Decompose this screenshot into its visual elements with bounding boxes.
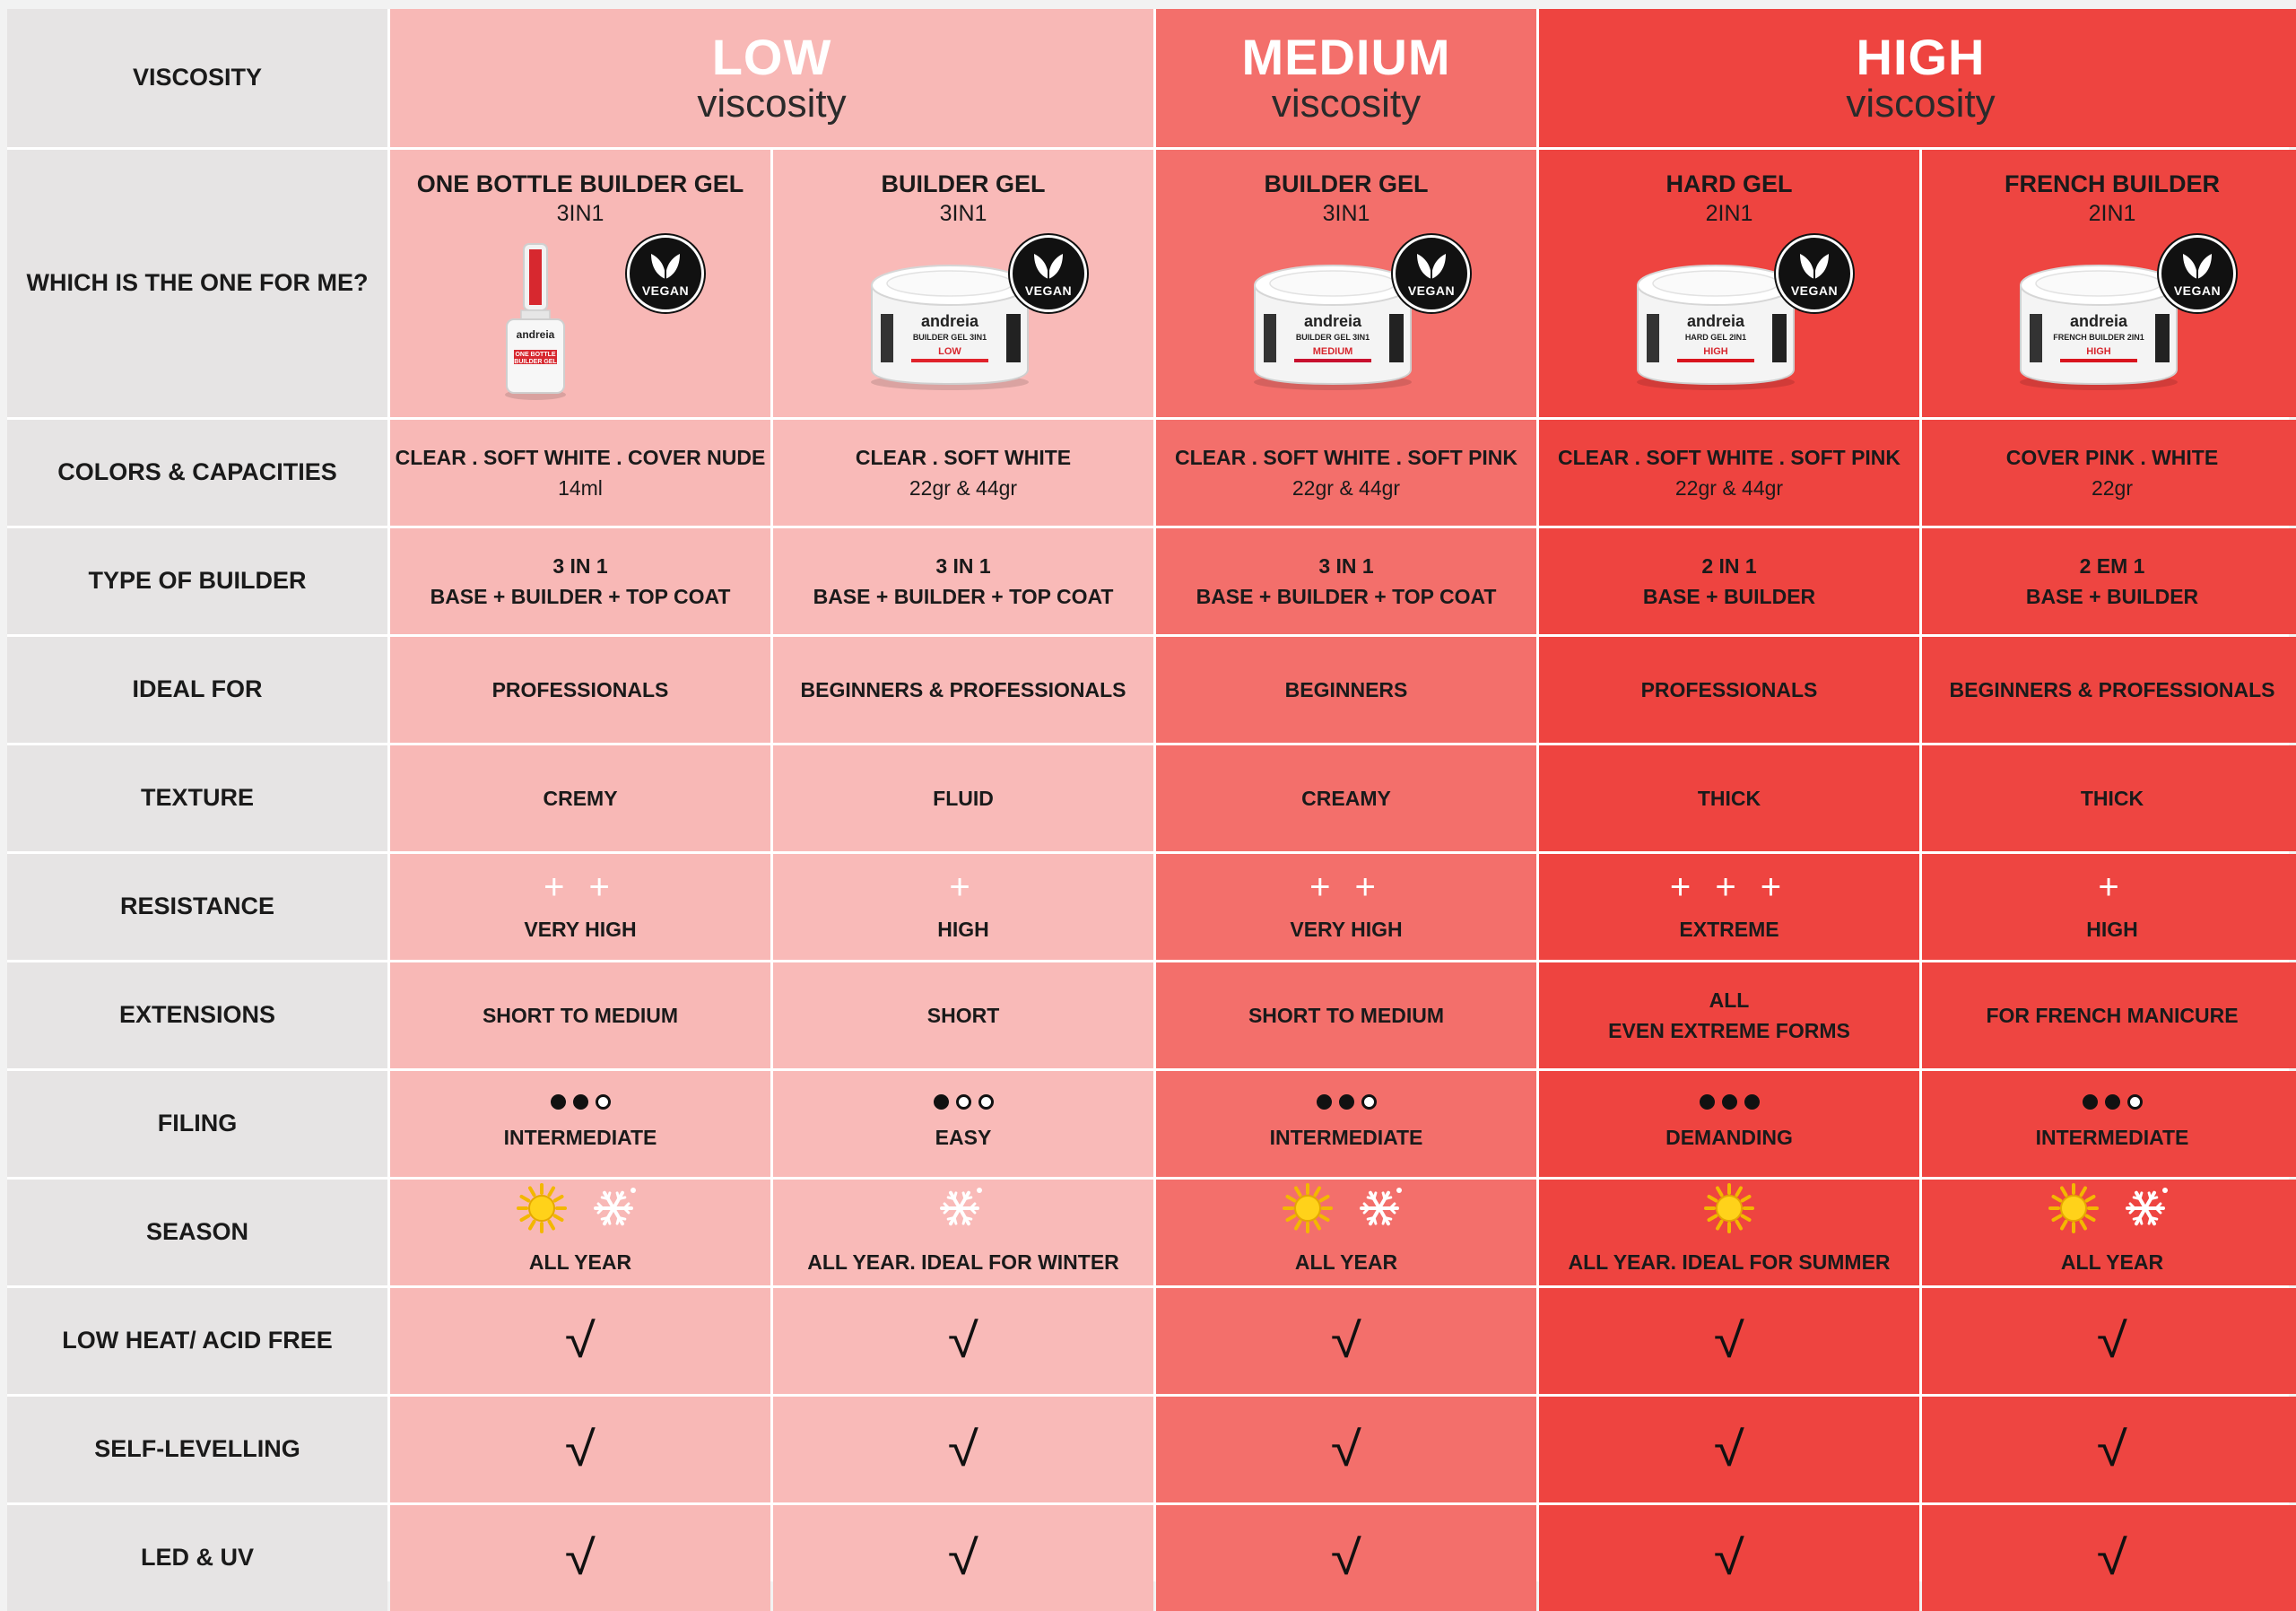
product-image-label: BUILDER GEL 3IN1 [912,333,987,343]
row-label-ideal-for: IDEAL FOR [7,637,387,743]
cell-value: ALL [1709,988,1750,1012]
filled-dot-icon [1339,1094,1354,1110]
cell-value: PROFESSIONALS [491,677,669,701]
product-image-level: HIGH [1703,346,1728,358]
filled-dot-icon [934,1094,949,1110]
checkmark-icon: √ [2096,1531,2128,1585]
leaf-icon [646,250,685,285]
resistance-marks: + + [1309,866,1383,907]
cell-value: CLEAR . SOFT WHITE . SOFT PINK [1557,445,1901,469]
checkmark-icon: √ [1713,1314,1745,1368]
product-card [1922,150,2296,417]
resistance-cell [390,854,770,960]
cell-value: COVER PINK . WHITE [2005,445,2219,469]
type-of-builder-cell [1539,528,1919,634]
cell-value: 3 IN 1 [552,553,608,578]
product-image-label: ONE BOTTLE BUILDER GEL [514,352,557,366]
filing-dots [1700,1094,1760,1110]
checkmark-icon: √ [1330,1423,1362,1476]
led-uv-cell [1156,1505,1536,1611]
row-label-colors-capacities: COLORS & CAPACITIES [7,420,387,526]
resistance-cell [773,854,1153,960]
cell-value: ALL YEAR. IDEAL FOR WINTER [807,1250,1119,1274]
self-levelling-cell [1922,1397,2296,1502]
resistance-marks: + + + [1669,866,1789,907]
product-image [1230,240,1463,402]
colors-capacities-cell [1539,420,1919,526]
leaf-icon [1412,250,1451,285]
vegan-badge [2159,235,2236,312]
cell-value: CLEAR . SOFT WHITE [855,445,1072,469]
product-image [464,240,697,402]
cell-value: ALL YEAR. IDEAL FOR SUMMER [1568,1250,1891,1274]
product-image [1613,240,1846,402]
cell-value: DEMANDING [1665,1126,1793,1150]
resistance-marks: + + [544,866,617,907]
cell-value: HIGH [2086,917,2138,941]
colors-capacities-cell [773,420,1153,526]
filing-cell [1156,1071,1536,1177]
product-image [1996,240,2229,402]
cell-value-secondary: BASE + BUILDER + TOP COAT [1196,585,1497,608]
viscosity-word: viscosity [697,82,847,126]
cell-value-secondary: 14ml [558,476,603,500]
cell-value-secondary: 22gr & 44gr [1292,476,1401,500]
type-of-builder-cell [1156,528,1536,634]
viscosity-level: MEDIUM [1241,29,1451,85]
empty-dot-icon [1361,1094,1377,1110]
snowflake-icon [2122,1181,2176,1244]
cell-value-secondary: 22gr & 44gr [1674,476,1784,500]
filing-dots [934,1094,994,1110]
checkmark-icon: √ [1713,1531,1745,1585]
vegan-badge [1776,235,1853,312]
product-card [773,150,1153,417]
cell-value-secondary: 22gr & 44gr [909,476,1018,500]
resistance-cell [1156,854,1536,960]
ideal-for-cell [1156,637,1536,743]
checkmark-icon: √ [947,1531,979,1585]
checkmark-icon: √ [564,1314,596,1368]
cell-value: INTERMEDIATE [2035,1126,2189,1150]
texture-cell [390,745,770,851]
cell-value-secondary: EVEN EXTREME FORMS [1608,1019,1850,1042]
leaf-icon [1029,250,1068,285]
season-icons [517,1188,644,1238]
product-image-level: LOW [938,346,961,358]
product-type: 2IN1 [2088,201,2136,227]
cell-value: EASY [935,1126,992,1150]
low-heat-acid-free-cell [1156,1288,1536,1394]
self-levelling-cell [1156,1397,1536,1502]
filled-dot-icon [2105,1094,2120,1110]
extensions-cell [1539,962,1919,1068]
season-cell [1539,1180,1919,1285]
cell-value-secondary: BASE + BUILDER [2025,585,2199,608]
product-name: HARD GEL [1665,170,1793,197]
cell-value: SHORT TO MEDIUM [482,1003,679,1027]
product-image-label: FRENCH BUILDER 2IN1 [2053,333,2144,343]
cell-value: SHORT [926,1003,1000,1027]
cell-value-secondary: BASE + BUILDER + TOP COAT [430,585,731,608]
cell-value: HIGH [937,917,989,941]
which-one-label: WHICH IS THE ONE FOR ME? [7,150,387,417]
low-heat-acid-free-cell [1922,1288,2296,1394]
season-icons [1283,1188,1410,1238]
vegan-badge [1010,235,1087,312]
type-of-builder-cell [390,528,770,634]
cell-value: VERY HIGH [1290,917,1403,941]
row-label-self-levelling: SELF-LEVELLING [7,1397,387,1502]
cell-value: FOR FRENCH MANICURE [1986,1003,2239,1027]
cell-value: 2 IN 1 [1701,553,1757,578]
cell-value: INTERMEDIATE [1269,1126,1423,1150]
cell-value: CLEAR . SOFT WHITE . COVER NUDE [395,445,766,469]
cell-value: PROFESSIONALS [1640,677,1818,701]
cell-value: INTERMEDIATE [503,1126,657,1150]
product-image-level: HIGH [2086,346,2111,358]
checkmark-icon: √ [947,1423,979,1476]
cell-value: EXTREME [1679,917,1779,941]
resistance-cell [1539,854,1919,960]
product-image-level: MEDIUM [1312,346,1353,358]
resistance-cell [1922,854,2296,960]
cell-value-secondary: BASE + BUILDER [1642,585,1816,608]
cell-value: SHORT TO MEDIUM [1248,1003,1445,1027]
empty-dot-icon [596,1094,611,1110]
cell-value-secondary: 22gr [2091,476,2134,500]
row-label-low-heat-acid-free: LOW HEAT/ ACID FREE [7,1288,387,1394]
type-of-builder-cell [773,528,1153,634]
viscosity-group-medium [1156,9,1536,147]
viscosity-group-low [390,9,1153,147]
cell-value: 3 IN 1 [935,553,991,578]
row-label-filing: FILING [7,1071,387,1177]
checkmark-icon: √ [1713,1423,1745,1476]
texture-cell [1922,745,2296,851]
product-brand-text: andreia [2069,312,2128,331]
ideal-for-cell [1539,637,1919,743]
cell-value-secondary: BASE + BUILDER + TOP COAT [813,585,1114,608]
filled-dot-icon [1722,1094,1737,1110]
cell-value: THICK [1697,786,1761,810]
checkmark-icon: √ [1330,1314,1362,1368]
texture-cell [773,745,1153,851]
filled-dot-icon [1744,1094,1760,1110]
cell-value: 3 IN 1 [1318,553,1374,578]
resistance-marks: + [2098,866,2126,907]
cell-value: BEGINNERS [1284,677,1408,701]
filled-dot-icon [573,1094,588,1110]
season-icons [1704,1188,1754,1238]
cell-value: BEGINNERS & PROFESSIONALS [1949,677,2275,701]
row-label-texture: TEXTURE [7,745,387,851]
season-cell [773,1180,1153,1285]
led-uv-cell [1539,1505,1919,1611]
filing-cell [1539,1071,1919,1177]
viscosity-group-high [1539,9,2296,147]
product-card [1539,150,1919,417]
vegan-badge [1393,235,1470,312]
leaf-icon [2178,250,2217,285]
product-image [847,240,1080,402]
resistance-marks: + [949,866,978,907]
extensions-cell [1156,962,1536,1068]
low-heat-acid-free-cell [773,1288,1153,1394]
type-of-builder-cell [1922,528,2296,634]
sun-icon [517,1183,567,1242]
season-cell [1922,1180,2296,1285]
vegan-text: VEGAN [1790,283,1839,298]
product-type: 2IN1 [1705,201,1753,227]
comparison-chart [7,9,2289,1585]
product-brand-text: andreia [1686,312,1745,331]
low-heat-acid-free-cell [1539,1288,1919,1394]
cell-value: CREMY [543,786,618,810]
empty-dot-icon [2127,1094,2143,1110]
bottle-image [500,240,571,402]
vegan-text: VEGAN [2173,283,2222,298]
product-name: ONE BOTTLE BUILDER GEL [416,170,744,197]
row-label-resistance: RESISTANCE [7,854,387,960]
checkmark-icon: √ [947,1314,979,1368]
vegan-text: VEGAN [1407,283,1456,298]
cell-value: ALL YEAR [1294,1250,1398,1274]
colors-capacities-cell [390,420,770,526]
season-icons [936,1188,990,1238]
viscosity-label: VISCOSITY [7,9,387,147]
cell-value: FLUID [933,786,994,810]
product-name: FRENCH BUILDER [2005,170,2220,197]
cell-value: VERY HIGH [524,917,637,941]
row-label-extensions: EXTENSIONS [7,962,387,1068]
cell-value: THICK [2080,786,2144,810]
checkmark-icon: √ [1330,1531,1362,1585]
product-brand-text: andreia [920,312,979,331]
self-levelling-cell [390,1397,770,1502]
row-label-season: SEASON [7,1180,387,1285]
product-image-label: BUILDER GEL 3IN1 [1295,333,1370,343]
self-levelling-cell [1539,1397,1919,1502]
snowflake-icon [1356,1181,1410,1244]
cell-value: CLEAR . SOFT WHITE . SOFT PINK [1174,445,1518,469]
extensions-cell [1922,962,2296,1068]
season-cell [1156,1180,1536,1285]
led-uv-cell [1922,1505,2296,1611]
leaf-icon [1795,250,1834,285]
self-levelling-cell [773,1397,1153,1502]
filled-dot-icon [551,1094,566,1110]
extensions-cell [773,962,1153,1068]
filing-cell [390,1071,770,1177]
empty-dot-icon [956,1094,971,1110]
empty-dot-icon [978,1094,994,1110]
product-name: BUILDER GEL [1264,170,1429,197]
sun-icon [1704,1183,1754,1242]
row-label-type-of-builder: TYPE OF BUILDER [7,528,387,634]
product-card [390,150,770,417]
ideal-for-cell [773,637,1153,743]
filing-cell [773,1071,1153,1177]
filing-dots [1317,1094,1377,1110]
product-image-label: HARD GEL 2IN1 [1684,333,1747,343]
snowflake-icon [590,1181,644,1244]
texture-cell [1156,745,1536,851]
filing-cell [1922,1071,2296,1177]
row-label-led-uv: LED & UV [7,1505,387,1611]
checkmark-icon: √ [564,1423,596,1476]
product-name: BUILDER GEL [881,170,1046,197]
product-type: 3IN1 [939,201,987,227]
cell-value: ALL YEAR [528,1250,632,1274]
viscosity-word: viscosity [1846,82,1996,126]
led-uv-cell [390,1505,770,1611]
filled-dot-icon [1700,1094,1715,1110]
filled-dot-icon [1317,1094,1332,1110]
extensions-cell [390,962,770,1068]
product-type: 3IN1 [556,201,604,227]
product-type: 3IN1 [1322,201,1370,227]
cell-value: BEGINNERS & PROFESSIONALS [800,677,1126,701]
checkmark-icon: √ [564,1531,596,1585]
colors-capacities-cell [1156,420,1536,526]
filing-dots [551,1094,611,1110]
product-brand-text: andreia [1303,312,1362,331]
product-card [1156,150,1536,417]
cell-value: 2 EM 1 [2079,553,2145,578]
cell-value: CREAMY [1301,786,1391,810]
cell-value: ALL YEAR [2060,1250,2164,1274]
checkmark-icon: √ [2096,1423,2128,1476]
colors-capacities-cell [1922,420,2296,526]
vegan-text: VEGAN [1024,283,1073,298]
low-heat-acid-free-cell [390,1288,770,1394]
led-uv-cell [773,1505,1153,1611]
sun-icon [2048,1183,2099,1242]
checkmark-icon: √ [2096,1314,2128,1368]
vegan-badge [627,235,704,312]
texture-cell [1539,745,1919,851]
sun-icon [1283,1183,1333,1242]
season-icons [2048,1188,2176,1238]
ideal-for-cell [390,637,770,743]
viscosity-word: viscosity [1271,82,1422,126]
season-cell [390,1180,770,1285]
product-brand-text: andreia [516,328,555,342]
snowflake-icon [936,1181,990,1244]
viscosity-level: LOW [711,29,832,85]
filled-dot-icon [2083,1094,2098,1110]
ideal-for-cell [1922,637,2296,743]
vegan-text: VEGAN [641,283,690,298]
filing-dots [2083,1094,2143,1110]
viscosity-level: HIGH [1856,29,1986,85]
